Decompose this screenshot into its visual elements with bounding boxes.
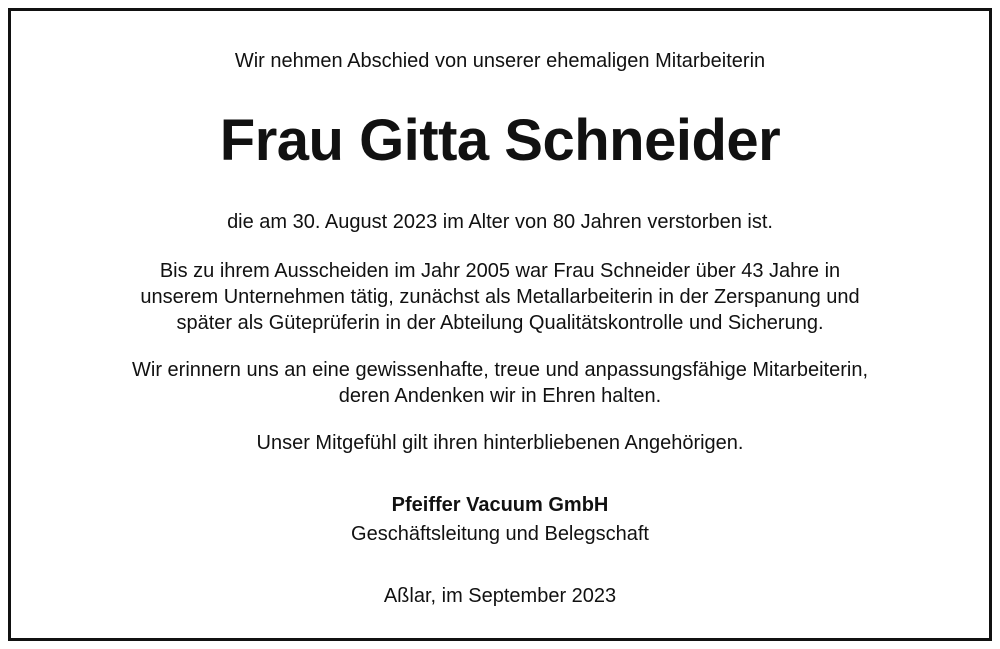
remembrance-line-2: deren Andenken wir in Ehren halten.	[338, 385, 662, 407]
remembrance-line-1: Wir erinnern uns an eine gewissenhafte, treue und anpassungsfähige Mitarbeiterin,	[132, 359, 868, 381]
career-line-1: Bis zu ihrem Ausscheiden im Jahr 2005 war Frau Schneider über 43 Jahre in	[159, 260, 841, 282]
place-date-line: Aßlar, im September 2023	[383, 585, 617, 607]
career-line-2: unserem Unternehmen tätig, zunächst als Metallarbeiterin in der Zerspanung und	[140, 286, 860, 308]
career-line-3: später als Güteprüferin in der Abteilung Qualitätskontrolle und Sicherung.	[176, 312, 824, 334]
company-name: Pfeiffer Vacuum GmbH	[391, 494, 609, 516]
signatories-line: Geschäftsleitung und Belegschaft	[351, 523, 649, 545]
condolence-line: Unser Mitgefühl gilt ihren hinterbliebenen Angehörigen.	[256, 432, 744, 454]
intro-line: Wir nehmen Abschied von unserer ehemaligen Mitarbeiterin	[234, 50, 766, 72]
death-date-line: die am 30. August 2023 im Alter von 80 Jahren verstorben ist.	[227, 211, 773, 233]
deceased-name: Frau Gitta Schneider	[219, 108, 781, 173]
